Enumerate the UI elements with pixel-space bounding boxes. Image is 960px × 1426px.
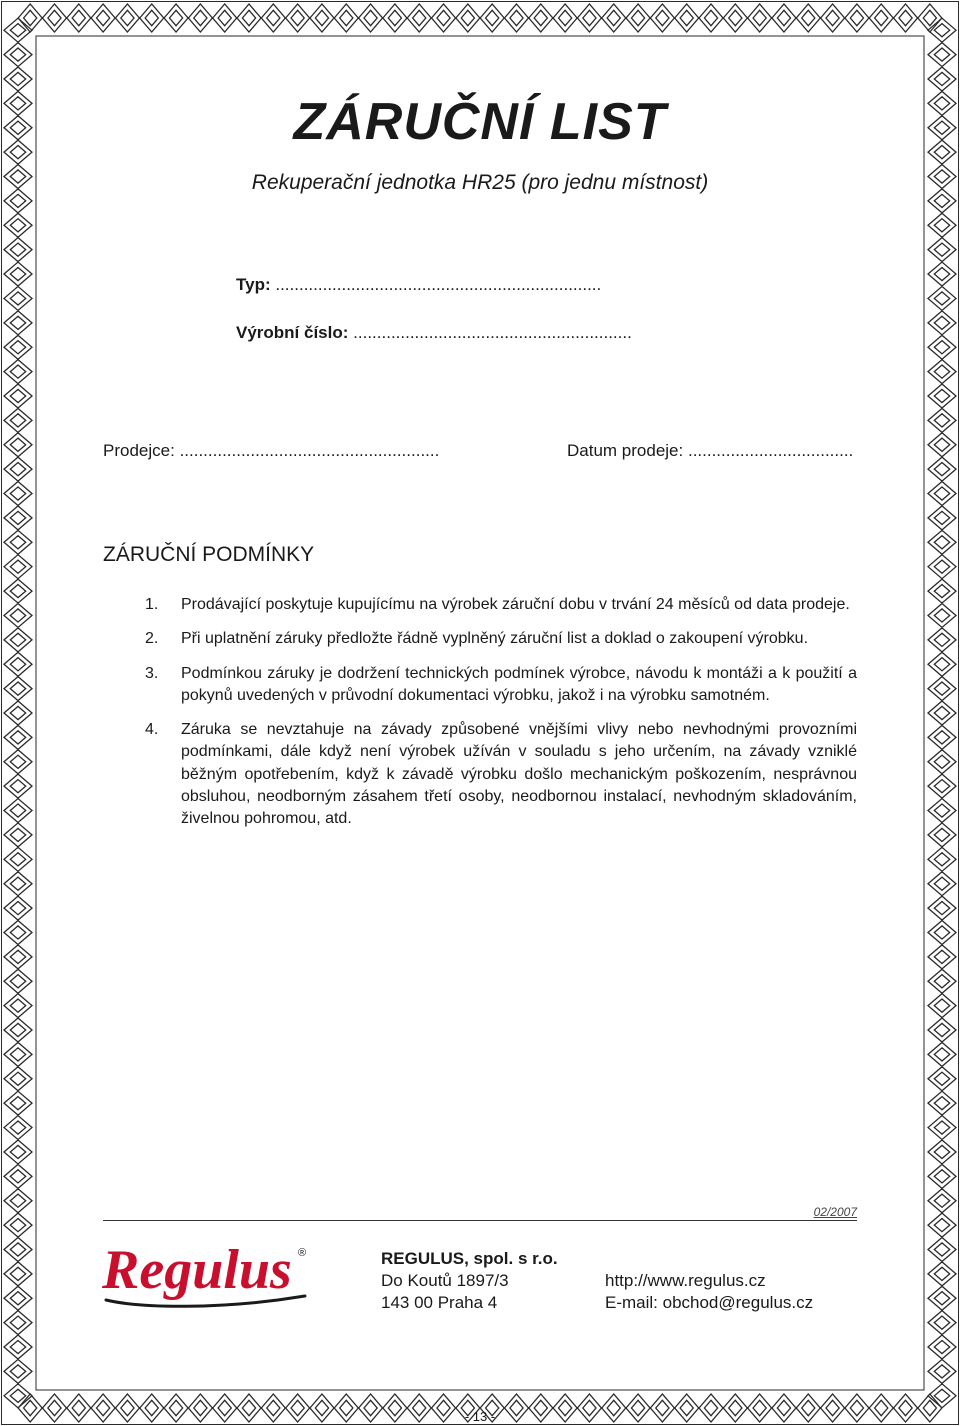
condition-item [103, 594, 857, 616]
border-left-band [4, 18, 32, 1408]
border-top-band [18, 4, 942, 32]
sale-date-label: Datum prodeje: [567, 441, 684, 460]
condition-number: 1. [145, 596, 159, 613]
sale-date-value: ................................... [687, 441, 854, 460]
condition-text: Při uplatnění záruky předložte řádně vyplněný záruční list a doklad o zakoupení výrobku. [181, 630, 809, 648]
seller-field [103, 441, 439, 461]
condition-item [103, 663, 857, 708]
document-subtitle: Rekuperační jednotka HR25 (pro jednu místnost) [251, 171, 709, 194]
condition-text: Podmínkou záruky je dodržení technických podmínek výrobce, návodu k montáži a k použití a pokynů uvedených v průvodní dokumentaci výrobku, jakož i na výrobku samotném. [181, 664, 857, 704]
condition-number: 3. [145, 664, 159, 682]
border-right-band [928, 18, 956, 1408]
regulus-logo [100, 1236, 315, 1318]
type-label: Typ: [236, 275, 271, 294]
condition-number: 2. [145, 630, 159, 648]
registered-mark: ® [298, 1247, 307, 1259]
company-street: Do Koutů 1897/3 [381, 1271, 509, 1290]
serial-value: ........................................................... [353, 323, 632, 342]
document-title: ZÁRUČNÍ LIST [293, 93, 667, 151]
seller-label: Prodejce: [103, 441, 175, 460]
company-email: E-mail: obchod@regulus.cz [605, 1293, 814, 1312]
sale-date-field [567, 441, 853, 461]
conditions-heading: ZÁRUČNÍ PODMÍNKY [103, 543, 315, 566]
condition-text: Záruka se nevztahuje na závady způsobené vnějšími vlivy nebo nevhodnými provozními podmínkami, dále když není výrobek užíván v souladu s jeho určením, na závady vzniklé běžným opotřebením, když k závadě výrobku došlo mechanickým poškozením, nesprávnou obsluhou, neodborným zásahem třetí osoby, neodbornou instalací, nevhodným skladováním, živelnou pohromou, atd. [181, 721, 857, 828]
company-web: http://www.regulus.cz [605, 1271, 766, 1290]
serial-field [236, 323, 632, 343]
page-number: - 13 - [464, 1409, 496, 1424]
condition-item [103, 628, 857, 650]
company-contact [605, 1270, 813, 1314]
condition-item [103, 719, 857, 830]
type-field [236, 275, 601, 295]
company-address [381, 1248, 558, 1314]
company-city: 143 00 Praha 4 [381, 1293, 498, 1312]
conditions-list [103, 594, 857, 843]
document-date-code: 02/2007 [813, 1205, 857, 1219]
seller-value: ....................................................... [179, 441, 440, 460]
condition-number: 4. [145, 721, 159, 739]
condition-text: Prodávající poskytuje kupujícímu na výrobek záruční dobu v trvání 24 měsíců od data prodeje. [181, 596, 850, 613]
type-value: ..................................................................... [275, 275, 602, 294]
logo-wordmark: Regulus [102, 1239, 292, 1301]
serial-label: Výrobní číslo: [236, 323, 349, 342]
footer-divider [103, 1220, 857, 1221]
company-name: REGULUS, spol. s r.o. [381, 1249, 558, 1268]
